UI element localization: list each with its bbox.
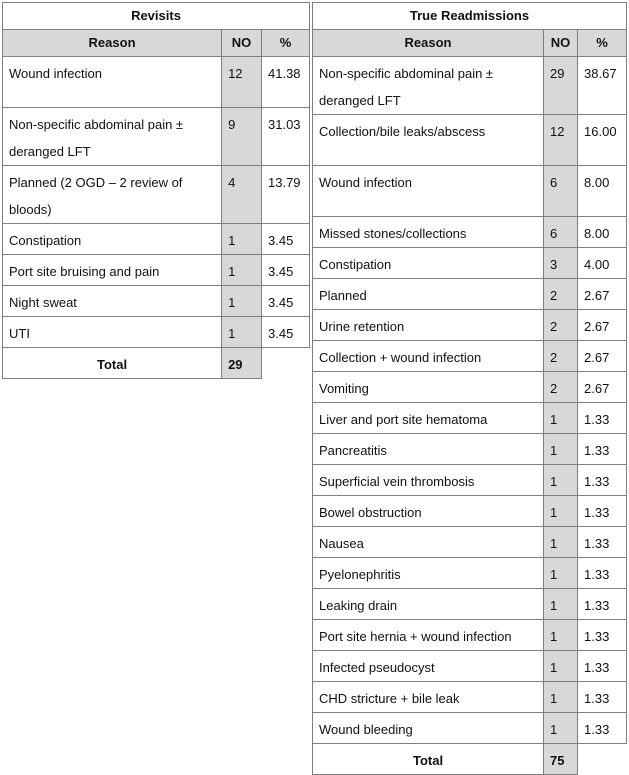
column-header-percent: % xyxy=(262,30,310,57)
reason-cell: UTI xyxy=(3,317,222,348)
percent-cell: 2.67 xyxy=(578,341,627,372)
reason-cell: Port site hernia + wound infection xyxy=(313,620,544,651)
percent-cell: 38.67 xyxy=(578,57,627,115)
table-row xyxy=(313,115,627,166)
table-row xyxy=(3,57,310,108)
column-header-reason: Reason xyxy=(3,30,222,57)
percent-cell: 13.79 xyxy=(262,166,310,224)
reason-cell: Planned (2 OGD – 2 review of bloods) xyxy=(3,166,222,224)
column-header-reason: Reason xyxy=(313,30,544,57)
count-cell: 1 xyxy=(544,589,578,620)
count-cell: 6 xyxy=(544,166,578,217)
reason-cell: Infected pseudocyst xyxy=(313,651,544,682)
reason-cell: Bowel obstruction xyxy=(313,496,544,527)
table-row xyxy=(313,434,627,465)
reason-cell: Superficial vein thrombosis xyxy=(313,465,544,496)
percent-cell: 31.03 xyxy=(262,108,310,166)
column-header-no: NO xyxy=(544,30,578,57)
reason-cell: Non-specific abdominal pain ± deranged LFT xyxy=(3,108,222,166)
percent-cell: 8.00 xyxy=(578,217,627,248)
table-row xyxy=(313,217,627,248)
percent-cell: 2.67 xyxy=(578,372,627,403)
percent-cell: 1.33 xyxy=(578,651,627,682)
table-row xyxy=(313,372,627,403)
table-row xyxy=(313,310,627,341)
percent-cell: 1.33 xyxy=(578,589,627,620)
count-cell: 1 xyxy=(544,713,578,744)
count-cell: 1 xyxy=(222,224,262,255)
total-row xyxy=(313,744,627,775)
empty-cell xyxy=(262,348,310,379)
reason-cell: Non-specific abdominal pain ± deranged LFT xyxy=(313,57,544,115)
percent-cell: 8.00 xyxy=(578,166,627,217)
percent-cell: 1.33 xyxy=(578,496,627,527)
total-count: 29 xyxy=(222,348,262,379)
percent-cell: 1.33 xyxy=(578,620,627,651)
percent-cell: 2.67 xyxy=(578,310,627,341)
reason-cell: Collection + wound infection xyxy=(313,341,544,372)
table-row xyxy=(313,682,627,713)
count-cell: 1 xyxy=(222,286,262,317)
revisits-table xyxy=(2,2,310,379)
percent-cell: 41.38 xyxy=(262,57,310,108)
percent-cell: 1.33 xyxy=(578,527,627,558)
count-cell: 6 xyxy=(544,217,578,248)
count-cell: 1 xyxy=(544,620,578,651)
reason-cell: Urine retention xyxy=(313,310,544,341)
table-row xyxy=(313,620,627,651)
percent-cell: 3.45 xyxy=(262,317,310,348)
table-row xyxy=(3,255,310,286)
total-row xyxy=(3,348,310,379)
count-cell: 1 xyxy=(544,434,578,465)
reason-cell: Wound infection xyxy=(3,57,222,108)
count-cell: 1 xyxy=(544,558,578,589)
percent-cell: 2.67 xyxy=(578,279,627,310)
table-row xyxy=(313,527,627,558)
table-row xyxy=(313,279,627,310)
reason-cell: Wound infection xyxy=(313,166,544,217)
percent-cell: 3.45 xyxy=(262,224,310,255)
count-cell: 1 xyxy=(544,496,578,527)
percent-cell: 4.00 xyxy=(578,248,627,279)
percent-cell: 1.33 xyxy=(578,558,627,589)
table-row xyxy=(3,108,310,166)
count-cell: 1 xyxy=(544,651,578,682)
count-cell: 2 xyxy=(544,372,578,403)
percent-cell: 3.45 xyxy=(262,286,310,317)
reason-cell: Nausea xyxy=(313,527,544,558)
count-cell: 12 xyxy=(222,57,262,108)
percent-cell: 1.33 xyxy=(578,403,627,434)
table-row xyxy=(313,496,627,527)
reason-cell: Port site bruising and pain xyxy=(3,255,222,286)
table-row xyxy=(313,558,627,589)
count-cell: 29 xyxy=(544,57,578,115)
table-row xyxy=(313,651,627,682)
percent-cell: 16.00 xyxy=(578,115,627,166)
count-cell: 4 xyxy=(222,166,262,224)
count-cell: 9 xyxy=(222,108,262,166)
table-row xyxy=(313,403,627,434)
percent-cell: 1.33 xyxy=(578,465,627,496)
count-cell: 1 xyxy=(544,465,578,496)
reason-cell: Constipation xyxy=(3,224,222,255)
table-row xyxy=(313,248,627,279)
reason-cell: Missed stones/collections xyxy=(313,217,544,248)
count-cell: 2 xyxy=(544,341,578,372)
reason-cell: Liver and port site hematoma xyxy=(313,403,544,434)
reason-cell: Planned xyxy=(313,279,544,310)
column-header-no: NO xyxy=(222,30,262,57)
reason-cell: Pancreatitis xyxy=(313,434,544,465)
column-header-percent: % xyxy=(578,30,627,57)
reason-cell: Constipation xyxy=(313,248,544,279)
reason-cell: Leaking drain xyxy=(313,589,544,620)
count-cell: 1 xyxy=(222,317,262,348)
table-row xyxy=(313,341,627,372)
table-row xyxy=(313,713,627,744)
total-label: Total xyxy=(313,744,544,775)
reason-cell: Wound bleeding xyxy=(313,713,544,744)
percent-cell: 1.33 xyxy=(578,434,627,465)
reason-cell: Collection/bile leaks/abscess xyxy=(313,115,544,166)
table-row xyxy=(3,317,310,348)
readmissions-table xyxy=(312,2,627,775)
count-cell: 1 xyxy=(544,403,578,434)
table-row xyxy=(313,166,627,217)
percent-cell: 1.33 xyxy=(578,682,627,713)
table-row xyxy=(3,166,310,224)
total-count: 75 xyxy=(544,744,578,775)
table-row xyxy=(3,224,310,255)
table-row xyxy=(313,57,627,115)
percent-cell: 3.45 xyxy=(262,255,310,286)
count-cell: 1 xyxy=(544,527,578,558)
reason-cell: Pyelonephritis xyxy=(313,558,544,589)
count-cell: 2 xyxy=(544,310,578,341)
table-row xyxy=(3,286,310,317)
percent-cell: 1.33 xyxy=(578,713,627,744)
empty-cell xyxy=(578,744,627,775)
total-label: Total xyxy=(3,348,222,379)
count-cell: 1 xyxy=(544,682,578,713)
reason-cell: Vomiting xyxy=(313,372,544,403)
count-cell: 1 xyxy=(222,255,262,286)
count-cell: 2 xyxy=(544,279,578,310)
count-cell: 12 xyxy=(544,115,578,166)
count-cell: 3 xyxy=(544,248,578,279)
readmissions-title: True Readmissions xyxy=(313,3,627,30)
reason-cell: CHD stricture + bile leak xyxy=(313,682,544,713)
revisits-title: Revisits xyxy=(3,3,310,30)
table-row xyxy=(313,589,627,620)
reason-cell: Night sweat xyxy=(3,286,222,317)
table-row xyxy=(313,465,627,496)
